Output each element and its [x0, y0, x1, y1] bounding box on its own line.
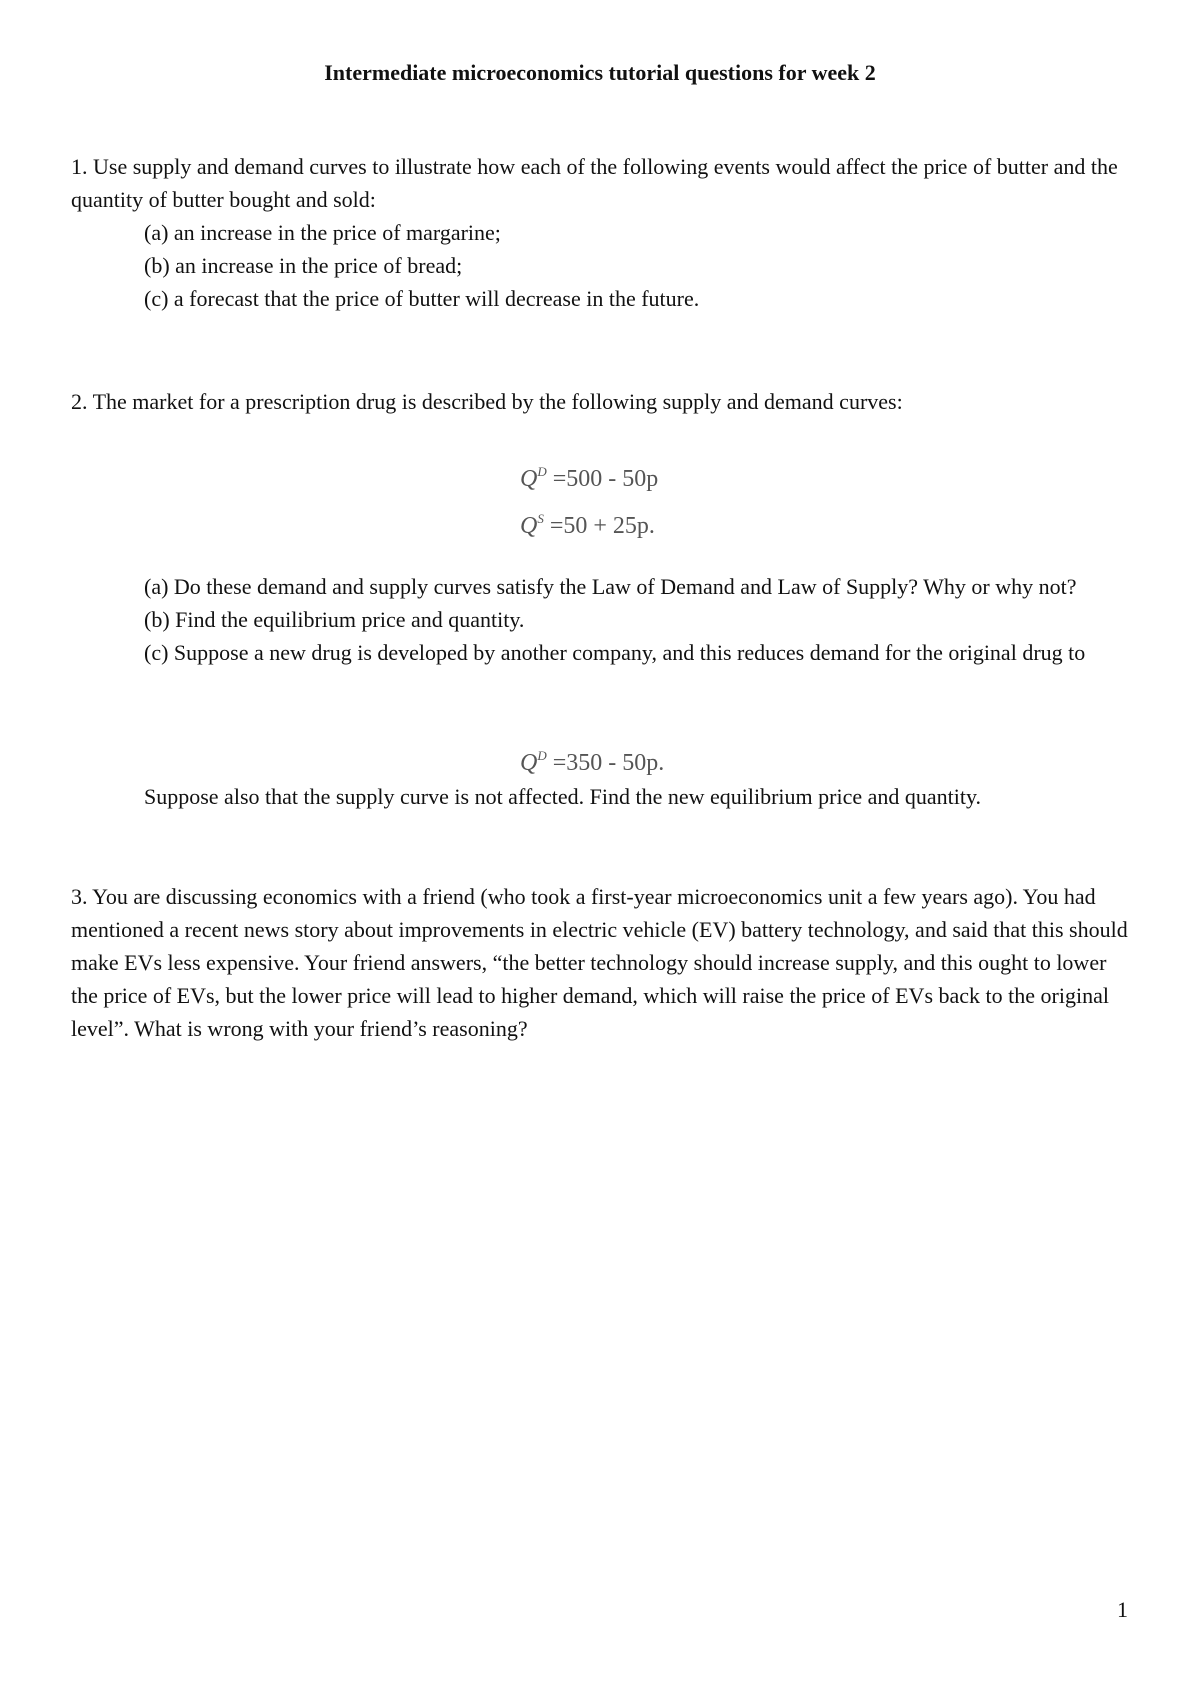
question-2-part-a: (a) Do these demand and supply curves satisfy the Law of Demand and Law of Supply? Why or why not?	[144, 574, 1077, 599]
question-1-part-a: (a) an increase in the price of margarine;	[144, 220, 501, 245]
page-title: Intermediate microeconomics tutorial questions for week 2	[324, 60, 876, 85]
question-2-part-c: (c) Suppose a new drug is developed by another company, and this reduces demand for the original drug to	[144, 640, 1086, 665]
question-2-equations	[520, 452, 820, 546]
question-2-stem: 2. The market for a prescription drug is described by the following supply and demand curves:	[71, 389, 903, 414]
demand-equation: $Q^D =500 - 50p$	[520, 464, 659, 492]
new-demand-equation: $Q^D =350 - 50p$.	[520, 748, 665, 776]
question-1-stem: 1. Use supply and demand curves to illustrate how each of the following events would affect the price of butter and the quantity of butter bought and sold:	[71, 154, 1118, 212]
question-1-part-b: (b) an increase in the price of bread;	[144, 253, 463, 278]
question-2-tail	[71, 780, 1131, 813]
question-2-part-b: (b) Find the equilibrium price and quantity.	[144, 607, 525, 632]
question-2	[71, 385, 1131, 418]
new-demand-equation-block	[520, 736, 820, 783]
question-3	[71, 880, 1131, 1045]
question-3-text: 3. You are discussing economics with a friend (who took a first-year microeconomics unit a few years ago). You had mentioned a recent news story about improvements in electric vehicle (EV) battery technology, and said that this should make EVs less expensive. Your friend answers, “the better technology should increase supply, and this ought to lower the price of EVs, but the lower price will lead to higher demand, which will raise the price of EVs back to the original level”. What is wrong with your friend’s reasoning?	[71, 884, 1128, 1041]
question-2-part-c-tail: Suppose also that the supply curve is not affected. Find the new equilibrium price and quantity.	[144, 784, 982, 809]
page-number: 1	[1117, 1597, 1128, 1622]
supply-equation: $Q^S =50 + 25p$.	[520, 511, 655, 539]
question-2-parts	[71, 570, 1131, 669]
question-1-part-c: (c) a forecast that the price of butter will decrease in the future.	[144, 286, 700, 311]
question-1	[71, 150, 1131, 315]
